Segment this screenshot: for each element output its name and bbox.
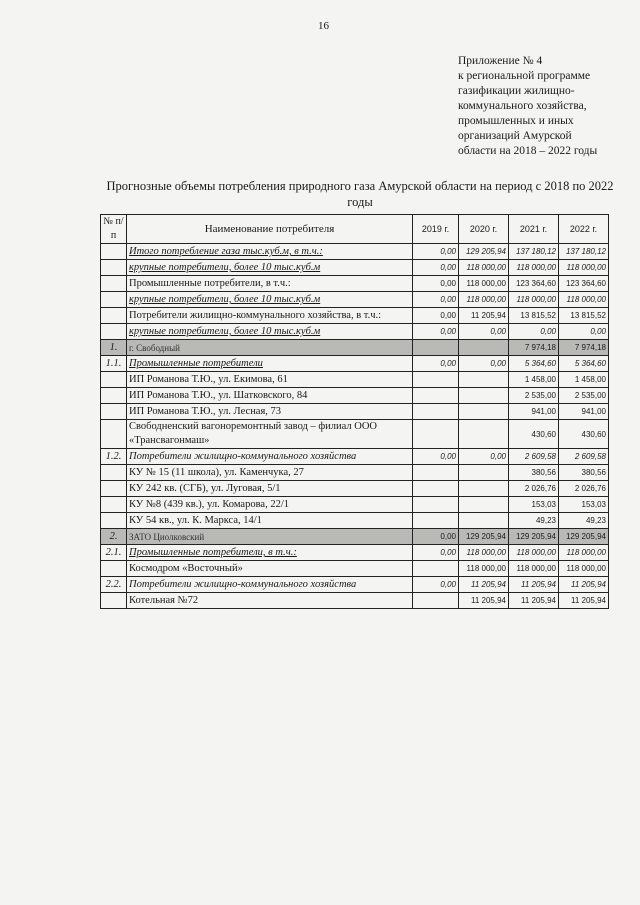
table-row [101, 465, 609, 481]
row-name: крупные потребители, более 10 тыс.куб.м [127, 260, 413, 276]
value-2021: 7 974,18 [509, 340, 559, 356]
value-2020 [459, 497, 509, 513]
value-2019 [413, 465, 459, 481]
value-2021: 430,60 [509, 420, 559, 449]
row-name: ИП Романова Т.Ю., ул. Лесная, 73 [127, 404, 413, 420]
row-index [101, 561, 127, 577]
row-name: Промышленные потребители [127, 356, 413, 372]
appendix-line: газификации жилищно- [458, 85, 575, 97]
row-index [101, 497, 127, 513]
row-name: Свободненский вагоноремонтный завод – филиал ООО «Трансвагонмаш» [127, 420, 413, 449]
appendix-line: Приложение № 4 [458, 55, 543, 67]
row-index [101, 260, 127, 276]
value-2021: 153,03 [509, 497, 559, 513]
row-name: Итого потребление газа тыс.куб.м, в т.ч.: [127, 244, 413, 260]
table-row [101, 561, 609, 577]
value-2019 [413, 340, 459, 356]
row-index [101, 420, 127, 449]
value-2019 [413, 593, 459, 609]
value-2020: 118 000,00 [459, 260, 509, 276]
value-2022: 7 974,18 [559, 340, 609, 356]
table-row [101, 529, 609, 545]
value-2020: 11 205,94 [459, 577, 509, 593]
value-2020 [459, 513, 509, 529]
row-name: Промышленные потребители, в т.ч.: [127, 545, 413, 561]
row-index [101, 324, 127, 340]
row-index: 2.2. [101, 577, 127, 593]
row-name: Потребители жилищно-коммунального хозяйства, в т.ч.: [127, 308, 413, 324]
value-2019 [413, 497, 459, 513]
row-name: КУ № 15 (11 школа), ул. Каменчука, 27 [127, 465, 413, 481]
header-name: Наименование потребителя [127, 215, 413, 244]
value-2021: 2 026,76 [509, 481, 559, 497]
value-2020 [459, 404, 509, 420]
value-2019: 0,00 [413, 545, 459, 561]
row-index [101, 276, 127, 292]
value-2022: 129 205,94 [559, 529, 609, 545]
row-name: крупные потребители, более 10 тыс.куб.м [127, 324, 413, 340]
table-row [101, 497, 609, 513]
table-row [101, 244, 609, 260]
appendix-note [458, 54, 628, 159]
value-2019: 0,00 [413, 449, 459, 465]
row-index: 1.2. [101, 449, 127, 465]
value-2022: 0,00 [559, 324, 609, 340]
value-2020 [459, 372, 509, 388]
table-row [101, 308, 609, 324]
row-index [101, 593, 127, 609]
row-index [101, 465, 127, 481]
value-2022: 137 180,12 [559, 244, 609, 260]
value-2019 [413, 388, 459, 404]
table-row [101, 292, 609, 308]
table-row [101, 481, 609, 497]
appendix-line: организаций Амурской [458, 130, 572, 142]
value-2020: 0,00 [459, 356, 509, 372]
appendix-line: промышленных и иных [458, 115, 574, 127]
value-2022: 118 000,00 [559, 545, 609, 561]
value-2020: 0,00 [459, 324, 509, 340]
row-name: Котельная №72 [127, 593, 413, 609]
table-row [101, 276, 609, 292]
value-2022: 2 026,76 [559, 481, 609, 497]
value-2022: 118 000,00 [559, 260, 609, 276]
value-2019: 0,00 [413, 356, 459, 372]
value-2020: 11 205,94 [459, 308, 509, 324]
row-index [101, 308, 127, 324]
table-row [101, 356, 609, 372]
row-index: 1.1. [101, 356, 127, 372]
value-2019: 0,00 [413, 577, 459, 593]
value-2021: 118 000,00 [509, 292, 559, 308]
table-row [101, 593, 609, 609]
table-row [101, 545, 609, 561]
value-2020: 118 000,00 [459, 545, 509, 561]
header-2019: 2019 г. [413, 215, 459, 244]
value-2022: 11 205,94 [559, 577, 609, 593]
value-2019 [413, 561, 459, 577]
value-2022: 118 000,00 [559, 561, 609, 577]
row-name: Потребители жилищно-коммунального хозяйства [127, 449, 413, 465]
row-name: ИП Романова Т.Ю., ул. Шатковского, 84 [127, 388, 413, 404]
row-index [101, 292, 127, 308]
value-2020 [459, 481, 509, 497]
value-2021: 13 815,52 [509, 308, 559, 324]
value-2019: 0,00 [413, 260, 459, 276]
table-row [101, 324, 609, 340]
table-row [101, 260, 609, 276]
value-2022: 123 364,60 [559, 276, 609, 292]
value-2021: 11 205,94 [509, 593, 559, 609]
value-2022: 11 205,94 [559, 593, 609, 609]
value-2020 [459, 340, 509, 356]
value-2020: 0,00 [459, 449, 509, 465]
value-2019 [413, 481, 459, 497]
value-2022: 153,03 [559, 497, 609, 513]
value-2019: 0,00 [413, 244, 459, 260]
page-number: 16 [318, 20, 329, 32]
value-2021: 49,23 [509, 513, 559, 529]
row-index [101, 244, 127, 260]
value-2020: 118 000,00 [459, 561, 509, 577]
row-name: Космодром «Восточный» [127, 561, 413, 577]
row-index: 2. [101, 529, 127, 545]
table-row [101, 513, 609, 529]
row-name: ЗАТО Циолковский [127, 529, 413, 545]
row-index [101, 481, 127, 497]
header-2020: 2020 г. [459, 215, 509, 244]
value-2020: 118 000,00 [459, 276, 509, 292]
value-2020 [459, 465, 509, 481]
table-row [101, 449, 609, 465]
value-2020: 118 000,00 [459, 292, 509, 308]
value-2021: 941,00 [509, 404, 559, 420]
header-num: № п/п [101, 215, 127, 244]
table-header-row [101, 215, 609, 244]
value-2021: 137 180,12 [509, 244, 559, 260]
document-title: Прогнозные объемы потребления природного газа Амурской области на период с 2018 по 2022 годы [106, 179, 614, 209]
row-name: крупные потребители, более 10 тыс.куб.м [127, 292, 413, 308]
value-2022: 941,00 [559, 404, 609, 420]
row-index [101, 404, 127, 420]
value-2022: 1 458,00 [559, 372, 609, 388]
value-2019 [413, 420, 459, 449]
value-2022: 49,23 [559, 513, 609, 529]
row-name: КУ 54 кв., ул. К. Маркса, 14/1 [127, 513, 413, 529]
value-2021: 129 205,94 [509, 529, 559, 545]
value-2020: 129 205,94 [459, 529, 509, 545]
row-index: 2.1. [101, 545, 127, 561]
value-2019: 0,00 [413, 324, 459, 340]
value-2019: 0,00 [413, 308, 459, 324]
value-2021: 1 458,00 [509, 372, 559, 388]
appendix-line: коммунального хозяйства, [458, 100, 587, 112]
consumption-table [100, 214, 609, 609]
value-2019: 0,00 [413, 276, 459, 292]
value-2022: 118 000,00 [559, 292, 609, 308]
table-row [101, 388, 609, 404]
appendix-line: области на 2018 – 2022 годы [458, 145, 598, 157]
value-2022: 380,56 [559, 465, 609, 481]
value-2020 [459, 388, 509, 404]
table-row [101, 372, 609, 388]
value-2020: 129 205,94 [459, 244, 509, 260]
header-2022: 2022 г. [559, 215, 609, 244]
value-2022: 5 364,60 [559, 356, 609, 372]
value-2021: 118 000,00 [509, 260, 559, 276]
value-2021: 0,00 [509, 324, 559, 340]
value-2021: 2 535,00 [509, 388, 559, 404]
row-name: КУ №8 (439 кв.), ул. Комарова, 22/1 [127, 497, 413, 513]
value-2021: 118 000,00 [509, 561, 559, 577]
value-2022: 13 815,52 [559, 308, 609, 324]
value-2019 [413, 513, 459, 529]
row-index [101, 388, 127, 404]
appendix-line: к региональной программе [458, 70, 591, 82]
value-2019 [413, 404, 459, 420]
value-2019 [413, 372, 459, 388]
row-index: 1. [101, 340, 127, 356]
row-name: КУ 242 кв. (СГБ), ул. Луговая, 5/1 [127, 481, 413, 497]
row-name: Потребители жилищно-коммунального хозяйства [127, 577, 413, 593]
row-name: Промышленные потребители, в т.ч.: [127, 276, 413, 292]
value-2021: 5 364,60 [509, 356, 559, 372]
value-2022: 2 609,58 [559, 449, 609, 465]
header-2021: 2021 г. [509, 215, 559, 244]
row-name: ИП Романова Т.Ю., ул. Екимова, 61 [127, 372, 413, 388]
value-2021: 11 205,94 [509, 577, 559, 593]
value-2020: 11 205,94 [459, 593, 509, 609]
value-2021: 380,56 [509, 465, 559, 481]
table-row [101, 340, 609, 356]
row-name: г. Свободный [127, 340, 413, 356]
row-index [101, 513, 127, 529]
value-2021: 2 609,58 [509, 449, 559, 465]
table-row [101, 577, 609, 593]
value-2022: 430,60 [559, 420, 609, 449]
table-row [101, 420, 609, 449]
value-2019: 0,00 [413, 529, 459, 545]
value-2020 [459, 420, 509, 449]
row-index [101, 372, 127, 388]
value-2021: 118 000,00 [509, 545, 559, 561]
value-2019: 0,00 [413, 292, 459, 308]
table-row [101, 404, 609, 420]
value-2021: 123 364,60 [509, 276, 559, 292]
value-2022: 2 535,00 [559, 388, 609, 404]
